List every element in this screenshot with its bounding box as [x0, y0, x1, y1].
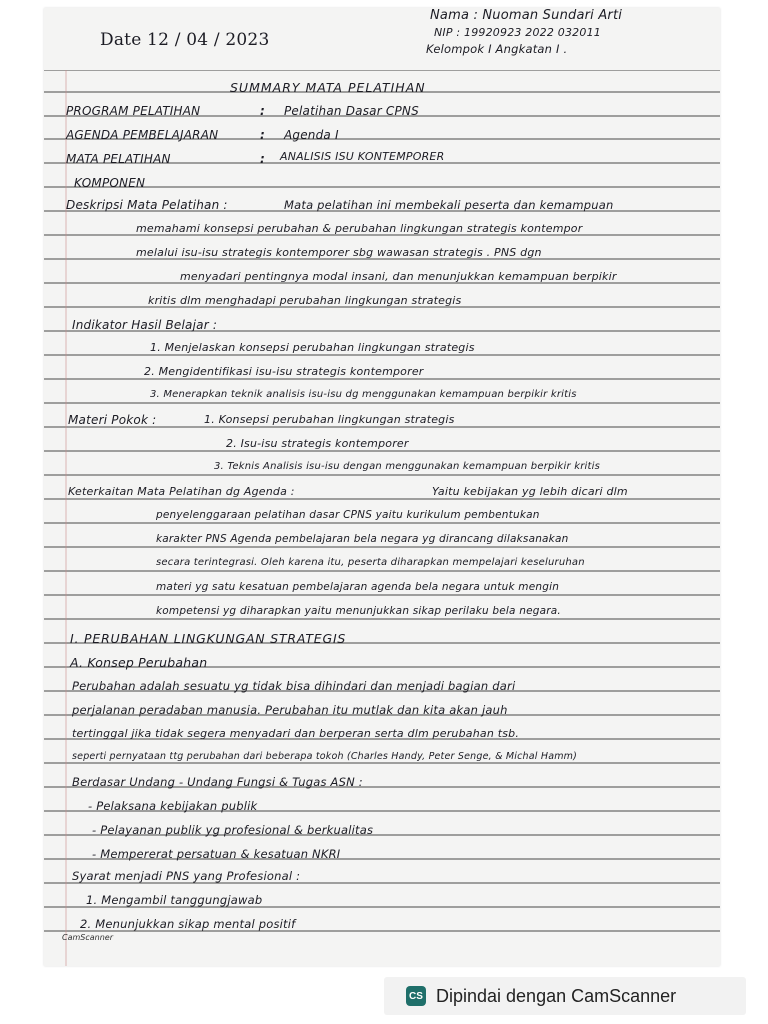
nama-line: Nama : Nuoman Sundari Arti: [430, 8, 623, 23]
deskripsi-line: memahami konsepsi perubahan & perubahan lingkungan strategis kontempor: [136, 222, 583, 235]
agenda-value: Agenda I: [284, 128, 339, 142]
camscanner-label: Dipindai dengan CamScanner: [436, 985, 677, 1006]
keterkaitan-line: secara terintegrasi. Oleh karena itu, peserta diharapkan mempelajari keseluruhan: [156, 557, 585, 568]
date-label: Date 12 / 04 / 2023: [100, 30, 270, 50]
keterkaitan-line: materi yg satu kesatuan pembelajaran agenda bela negara untuk mengin: [156, 581, 560, 593]
mata-sep: :: [260, 152, 265, 166]
materi-item: 2. Isu-isu strategis kontemporer: [226, 437, 409, 450]
indikator-label: Indikator Hasil Belajar :: [72, 318, 218, 332]
indikator-item: 2. Mengidentifikasi isu-isu strategis kontemporer: [144, 365, 424, 378]
keterkaitan-line: karakter PNS Agenda pembelajaran bela negara yg dirancang dilaksanakan: [156, 533, 569, 545]
kelompok-line: Kelompok I Angkatan I .: [426, 42, 568, 56]
section1-heading: I. PERUBAHAN LINGKUNGAN STRATEGIS: [70, 631, 347, 646]
indikator-item: 1. Menjelaskan konsepsi perubahan lingkungan strategis: [150, 341, 475, 354]
deskripsi-line: menyadari pentingnya modal insani, dan menunjukkan kemampuan berpikir: [180, 270, 617, 283]
syarat-label: Syarat menjadi PNS yang Profesional :: [72, 869, 301, 883]
deskripsi-line: kritis dlm menghadapi perubahan lingkungan strategis: [148, 294, 462, 307]
agenda-sep: :: [260, 128, 265, 142]
section1-line: seperti pernyataan ttg perubahan dari beberapa tokoh (Charles Handy, Peter Senge, & Michal Hamm): [72, 751, 578, 762]
section1-line: Perubahan adalah sesuatu yg tidak bisa dihindari dan menjadi bagian dari: [72, 679, 516, 693]
uu-item: - Pelaksana kebijakan publik: [88, 799, 258, 813]
agenda-label: AGENDA PEMBELAJARAN: [66, 128, 219, 142]
mata-value: ANALISIS ISU KONTEMPORER: [280, 150, 445, 163]
camscanner-signature: CamScanner: [62, 933, 114, 942]
materi-item: 1. Konsepsi perubahan lingkungan strategis: [204, 413, 455, 426]
mata-label: MATA PELATIHAN: [66, 152, 171, 166]
deskripsi-line: Mata pelatihan ini membekali peserta dan kemampuan: [284, 198, 614, 212]
syarat-item: 2. Menunjukkan sikap mental positif: [80, 917, 296, 931]
camscanner-logo-icon: CS: [406, 986, 426, 1006]
uu-label: Berdasar Undang - Undang Fungsi & Tugas ASN :: [72, 775, 363, 789]
uu-item: - Pelayanan publik yg profesional & berkualitas: [92, 823, 374, 837]
materi-label: Materi Pokok :: [68, 413, 157, 427]
camscanner-badge: [384, 977, 746, 1015]
keterkaitan-line: penyelenggaraan pelatihan dasar CPNS yaitu kurikulum pembentukan: [156, 509, 540, 521]
deskripsi-line: melalui isu-isu strategis kontemporer sbg wawasan strategis . PNS dgn: [136, 246, 542, 259]
keterkaitan-line: Yaitu kebijakan yg lebih dicari dlm: [432, 485, 628, 498]
summary-title: SUMMARY MATA PELATIHAN: [230, 80, 426, 95]
program-value: Pelatihan Dasar CPNS: [284, 104, 419, 118]
section1-subheading: A. Konsep Perubahan: [70, 655, 208, 670]
program-sep: :: [260, 104, 265, 118]
deskripsi-label: Deskripsi Mata Pelatihan :: [66, 198, 228, 212]
notebook-paper: [44, 8, 720, 966]
keterkaitan-line: kompetensi yg diharapkan yaitu menunjukkan sikap perilaku bela negara.: [156, 605, 561, 617]
uu-item: - Mempererat persatuan & kesatuan NKRI: [92, 847, 341, 861]
program-label: PROGRAM PELATIHAN: [66, 104, 201, 118]
indikator-item: 3. Menerapkan teknik analisis isu-isu dg menggunakan kemampuan berpikir kritis: [150, 389, 577, 400]
komponen-label: KOMPONEN: [74, 176, 146, 190]
materi-item: 3. Teknis Analisis isu-isu dengan menggunakan kemampuan berpikir kritis: [214, 461, 600, 472]
nip-line: NIP : 19920923 2022 032011: [434, 26, 601, 39]
section1-line: tertinggal jika tidak segera menyadari dan berperan serta dlm perubahan tsb.: [72, 727, 520, 740]
section1-line: perjalanan peradaban manusia. Perubahan itu mutlak dan kita akan jauh: [72, 703, 508, 717]
keterkaitan-label: Keterkaitan Mata Pelatihan dg Agenda :: [68, 485, 295, 498]
syarat-item: 1. Mengambil tanggungjawab: [86, 893, 263, 907]
